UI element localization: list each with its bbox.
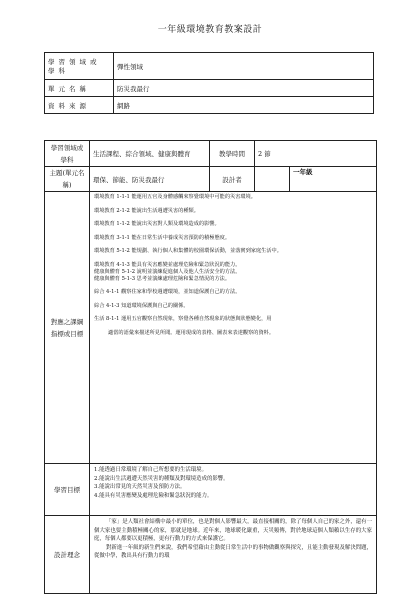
source-label: 資料來源 [45, 97, 114, 114]
info-row-area [45, 53, 374, 80]
designer-value [255, 167, 290, 192]
design-label: 設計理念 [45, 516, 90, 594]
unit-label: 單元名稱 [45, 80, 114, 97]
grade-value: 一年級 [290, 167, 377, 192]
info-table [44, 52, 374, 114]
info-row-unit [45, 80, 374, 97]
objective-item: 環境教育 1-1-1 能運用五官及身體感觸來察覺環境中可能的災害環境。 [94, 194, 256, 200]
objective-item: 環境教育 1-1-2 能說出災害對人類及環境造成的影響。 [94, 221, 220, 227]
learning-cell [90, 464, 377, 516]
objective-item: 健康與體育 5-1-3 思考並演練處理危險和緊急情況的方法。 [94, 275, 231, 282]
area-value: 彈性領域 [114, 53, 374, 80]
time-label: 教學時間 [210, 141, 255, 167]
plan-table [44, 140, 377, 594]
objectives-label: 對應之課綱指標或目標 [45, 192, 90, 464]
plan-area-value: 生活課程、綜合領域、健康與體育 [90, 141, 210, 167]
unit-value: 防災我最行 [114, 80, 374, 97]
objective-item: 環境教育 2-1-2 能說出生活週遭災害的種類。 [94, 207, 199, 214]
time-value: 2 節 [255, 141, 377, 167]
objective-item: 環境教育 4-1-3 能具有災害應變並處理危險和緊急狀況的能力。 [94, 261, 241, 268]
objective-item: 綜合 4-1-3 知道環境保護與自己的關係。 [94, 302, 189, 309]
info-row-source [45, 97, 374, 114]
objective-item: 生活 8-1-1 運用五官觀察自然現象，察覺各種自然現象的狀態與狀態變化，用 [94, 316, 272, 322]
designer-label: 設計者 [210, 167, 255, 192]
learning-goal: 4.能具有災害應變及處理危險和緊急狀況的能力。 [94, 492, 213, 499]
objective-item: 健康與體育 5-1-2 說明並演練促進個人及他人生活安全的方法。 [94, 268, 241, 275]
design-paragraph: 對新進一年級的新生們來說，我們希望藉由主動從日常生活中的事物做觀察與探究，且能主動發現及解決問題，從做中學，教出具有行動力的環 [94, 544, 373, 559]
objective-item: 綜合 4-1-1 觀察住家和學校週遭環境，並知道保護自己的方法。 [94, 289, 241, 295]
design-paragraph: 「家」是人類社會結構中最小的單位，也是對個人影響最大，最直接相關的，除了每個人自己的家之外，還有一個大家也要主動積極關心的家，那就是地球。近年來，地球暖化嚴重，天災頻傳，對於地球這個人類賴以生存的大家庭，每個人都要以更積極，更有行動力的方式來保護它。 [94, 519, 373, 542]
plan-row-objectives [45, 192, 377, 464]
plan-row-area [45, 141, 377, 167]
area-label: 學習領域或學科 [45, 53, 114, 80]
plan-row-topic [45, 167, 377, 192]
objective-item: 環境教育 5-1-2 能規劃、執行個人和集體的校園環保活動，並落實到家庭生活中。 [94, 248, 282, 254]
source-value: 網路 [114, 97, 374, 114]
document-title: 一年級環境教育教案設計 [157, 25, 263, 35]
topic-value: 環保、節能、防災我最行 [90, 167, 210, 192]
learning-goal: 3.能說出常見的天然災害及預防方法。 [94, 484, 186, 490]
topic-label: 主題(單元名稱) [45, 167, 90, 192]
objective-item: 環境教育 3-1-1 能在日常生活中養成災害預防的積極態度。 [94, 234, 231, 241]
objective-item: 適當的語彙來描述所見所聞。運用現成的表格、圖表來表達觀察的資料。 [108, 329, 275, 336]
learning-label: 學習目標 [45, 464, 90, 516]
design-cell [90, 516, 377, 594]
learning-goal: 2.能說出生活週遭天然災害的種類及對環境造成的影響。 [94, 475, 229, 482]
plan-row-design [45, 516, 377, 594]
learning-goal: 1.能透過日常環境了解自己所想要的生活環境。 [94, 467, 207, 473]
plan-row-learning [45, 464, 377, 516]
objectives-cell [90, 192, 377, 464]
plan-area-label: 學習領域或學科 [45, 141, 90, 167]
